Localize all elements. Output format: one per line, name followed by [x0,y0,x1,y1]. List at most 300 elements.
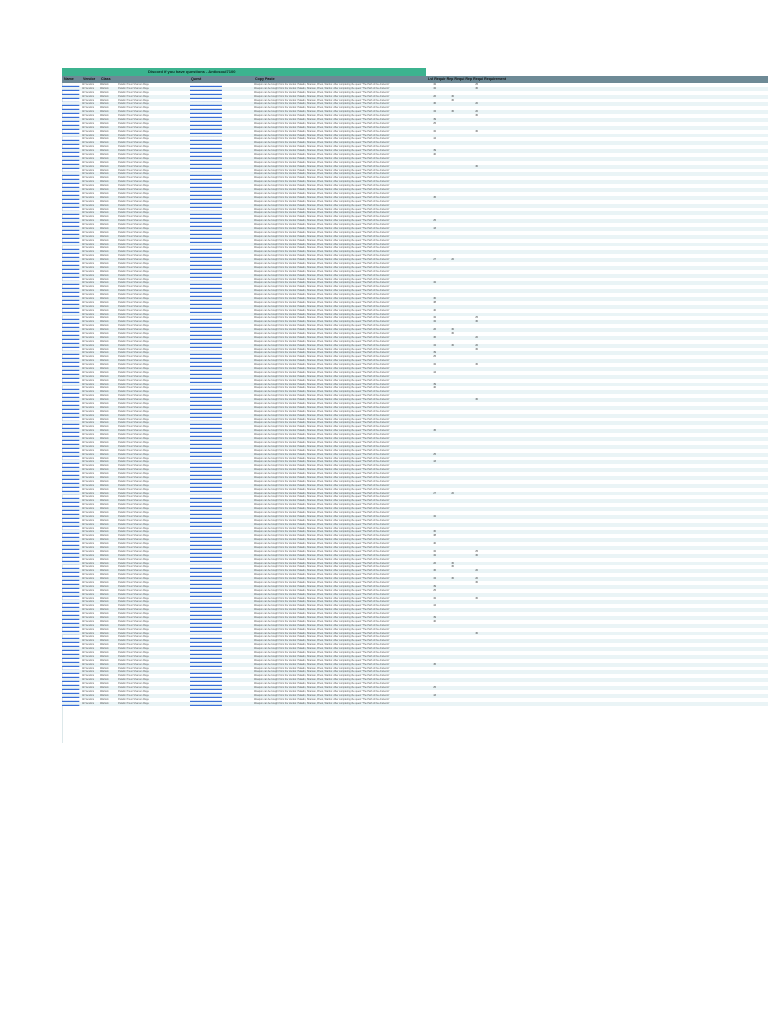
item-name-link[interactable]: _____________ [62,234,80,238]
quest-link[interactable]: ________________________ [190,121,222,125]
quest-link[interactable]: ________________________ [190,273,222,277]
item-name-link[interactable]: _____________ [62,549,80,553]
quest-link[interactable]: ________________________ [190,211,222,215]
item-name-link[interactable]: _____________ [62,600,80,604]
quest-link[interactable]: ________________________ [190,370,222,374]
item-name-link[interactable]: _____________ [62,94,80,98]
item-name-link[interactable]: _____________ [62,569,80,573]
quest-link[interactable]: ________________________ [190,693,222,697]
item-name-link[interactable]: _____________ [62,682,80,686]
item-name-link[interactable]: _____________ [62,238,80,242]
quest-link[interactable]: ________________________ [190,686,222,690]
item-name-link[interactable]: _____________ [62,386,80,390]
item-name-link[interactable]: _____________ [62,398,80,402]
item-name-link[interactable]: _____________ [62,378,80,382]
item-name-link[interactable]: _____________ [62,565,80,569]
item-name-link[interactable]: _____________ [62,176,80,180]
quest-link[interactable]: ________________________ [190,510,222,514]
quest-link[interactable]: ________________________ [190,145,222,149]
item-name-link[interactable]: _____________ [62,312,80,316]
item-name-link[interactable]: _____________ [62,635,80,639]
item-name-link[interactable]: _____________ [62,530,80,534]
quest-link[interactable]: ________________________ [190,437,222,441]
item-name-link[interactable]: _____________ [62,421,80,425]
quest-link[interactable]: ________________________ [190,670,222,674]
quest-link[interactable]: ________________________ [190,468,222,472]
quest-link[interactable]: ________________________ [190,538,222,542]
item-name-link[interactable]: _____________ [62,448,80,452]
quest-link[interactable]: ________________________ [190,639,222,643]
item-name-link[interactable]: _____________ [62,670,80,674]
item-name-link[interactable]: _____________ [62,324,80,328]
item-name-link[interactable]: _____________ [62,483,80,487]
item-name-link[interactable]: _____________ [62,674,80,678]
quest-link[interactable]: ________________________ [190,402,222,406]
quest-link[interactable]: ________________________ [190,514,222,518]
quest-link[interactable]: ________________________ [190,452,222,456]
item-name-link[interactable]: _____________ [62,666,80,670]
quest-link[interactable]: ________________________ [190,499,222,503]
quest-link[interactable]: ________________________ [190,293,222,297]
quest-link[interactable]: ________________________ [190,542,222,546]
quest-link[interactable]: ________________________ [190,250,222,254]
quest-link[interactable]: ________________________ [190,133,222,137]
quest-link[interactable]: ________________________ [190,234,222,238]
quest-link[interactable]: ________________________ [190,153,222,157]
quest-link[interactable]: ________________________ [190,188,222,192]
quest-link[interactable]: ________________________ [190,495,222,499]
item-name-link[interactable]: _____________ [62,499,80,503]
quest-link[interactable]: ________________________ [190,425,222,429]
quest-link[interactable]: ________________________ [190,616,222,620]
quest-link[interactable]: ________________________ [190,545,222,549]
item-name-link[interactable]: _____________ [62,370,80,374]
quest-link[interactable]: ________________________ [190,246,222,250]
quest-link[interactable]: ________________________ [190,565,222,569]
quest-link[interactable]: ________________________ [190,191,222,195]
item-name-link[interactable]: _____________ [62,405,80,409]
quest-link[interactable]: ________________________ [190,367,222,371]
item-name-link[interactable]: _____________ [62,588,80,592]
quest-link[interactable]: ________________________ [190,332,222,335]
quest-link[interactable]: ________________________ [190,522,222,526]
quest-link[interactable]: ________________________ [190,261,222,265]
quest-link[interactable]: ________________________ [190,581,222,584]
item-name-link[interactable]: _____________ [62,510,80,514]
item-name-link[interactable]: _____________ [62,90,80,94]
item-name-link[interactable]: _____________ [62,413,80,417]
item-name-link[interactable]: _____________ [62,573,80,577]
item-name-link[interactable]: _____________ [62,211,80,215]
item-name-link[interactable]: _____________ [62,491,80,495]
quest-link[interactable]: ________________________ [190,440,222,444]
quest-link[interactable]: ________________________ [190,526,222,530]
quest-link[interactable]: ________________________ [190,226,222,230]
quest-link[interactable]: ________________________ [190,106,222,110]
quest-link[interactable]: ________________________ [190,398,222,402]
item-name-link[interactable]: _____________ [62,129,80,133]
quest-link[interactable]: ________________________ [190,503,222,507]
quest-link[interactable]: ________________________ [190,421,222,425]
item-name-link[interactable]: _____________ [62,518,80,522]
item-name-link[interactable]: _____________ [62,658,80,662]
item-name-link[interactable]: _____________ [62,686,80,690]
quest-link[interactable]: ________________________ [190,417,222,421]
item-name-link[interactable]: _____________ [62,534,80,538]
quest-link[interactable]: ________________________ [190,413,222,417]
quest-link[interactable]: ________________________ [190,592,222,596]
item-name-link[interactable]: _____________ [62,631,80,635]
quest-link[interactable]: ________________________ [190,460,222,464]
quest-link[interactable]: ________________________ [190,265,222,269]
item-name-link[interactable]: _____________ [62,149,80,153]
quest-link[interactable]: ________________________ [190,118,222,122]
item-name-link[interactable]: _____________ [62,261,80,265]
quest-link[interactable]: ________________________ [190,604,222,608]
quest-link[interactable]: ________________________ [190,701,222,705]
item-name-link[interactable]: _____________ [62,335,80,339]
quest-link[interactable]: ________________________ [190,530,222,534]
item-name-link[interactable]: _____________ [62,164,80,168]
item-name-link[interactable]: _____________ [62,215,80,219]
quest-link[interactable]: ________________________ [190,114,222,118]
item-name-link[interactable]: _____________ [62,308,80,312]
item-name-link[interactable]: _____________ [62,440,80,444]
quest-link[interactable]: ________________________ [190,374,222,378]
quest-link[interactable]: ________________________ [190,90,222,94]
quest-link[interactable]: ________________________ [190,359,222,363]
item-name-link[interactable]: _____________ [62,654,80,658]
item-name-link[interactable]: _____________ [62,647,80,651]
quest-link[interactable]: ________________________ [190,304,222,308]
quest-link[interactable]: ________________________ [190,635,222,639]
item-name-link[interactable]: _____________ [62,367,80,371]
quest-link[interactable]: ________________________ [190,654,222,658]
quest-link[interactable]: ________________________ [190,335,222,339]
quest-link[interactable]: ________________________ [190,534,222,538]
item-name-link[interactable]: _____________ [62,507,80,511]
quest-link[interactable]: ________________________ [190,355,222,359]
quest-link[interactable]: ________________________ [190,674,222,678]
item-name-link[interactable]: _____________ [62,300,80,304]
item-name-link[interactable]: _____________ [62,608,80,612]
item-name-link[interactable]: _____________ [62,223,80,227]
quest-link[interactable]: ________________________ [190,102,222,106]
item-name-link[interactable]: _____________ [62,141,80,145]
item-name-link[interactable]: _____________ [62,464,80,468]
item-name-link[interactable]: _____________ [62,581,80,584]
item-name-link[interactable]: _____________ [62,355,80,359]
quest-link[interactable]: ________________________ [190,94,222,98]
quest-link[interactable]: ________________________ [190,184,222,188]
quest-link[interactable]: ________________________ [190,156,222,160]
quest-link[interactable]: ________________________ [190,608,222,612]
item-name-link[interactable]: _____________ [62,188,80,192]
item-name-link[interactable]: _____________ [62,487,80,491]
item-name-link[interactable]: _____________ [62,226,80,230]
item-name-link[interactable]: _____________ [62,250,80,254]
item-name-link[interactable]: _____________ [62,394,80,398]
quest-link[interactable]: ________________________ [190,472,222,476]
item-name-link[interactable]: _____________ [62,265,80,269]
item-name-link[interactable]: _____________ [62,444,80,448]
quest-link[interactable]: ________________________ [190,343,222,347]
item-name-link[interactable]: _____________ [62,495,80,499]
quest-link[interactable]: ________________________ [190,662,222,666]
quest-link[interactable]: ________________________ [190,125,222,129]
quest-link[interactable]: ________________________ [190,429,222,433]
quest-link[interactable]: ________________________ [190,507,222,511]
quest-link[interactable]: ________________________ [190,281,222,285]
quest-link[interactable]: ________________________ [190,296,222,300]
quest-link[interactable]: ________________________ [190,619,222,623]
item-name-link[interactable]: _____________ [62,153,80,157]
quest-link[interactable]: ________________________ [190,199,222,203]
quest-link[interactable]: ________________________ [190,651,222,655]
quest-link[interactable]: ________________________ [190,223,222,227]
item-name-link[interactable]: _____________ [62,359,80,363]
quest-link[interactable]: ________________________ [190,487,222,491]
item-name-link[interactable]: _____________ [62,363,80,367]
item-name-link[interactable]: _____________ [62,125,80,129]
quest-link[interactable]: ________________________ [190,149,222,153]
quest-link[interactable]: ________________________ [190,612,222,616]
quest-link[interactable]: ________________________ [190,172,222,176]
item-name-link[interactable]: _____________ [62,110,80,114]
item-name-link[interactable]: _____________ [62,277,80,281]
item-name-link[interactable]: _____________ [62,503,80,507]
quest-link[interactable]: ________________________ [190,600,222,604]
quest-link[interactable]: ________________________ [190,573,222,577]
quest-link[interactable]: ________________________ [190,456,222,460]
item-name-link[interactable]: _____________ [62,553,80,557]
item-name-link[interactable]: _____________ [62,207,80,211]
item-name-link[interactable]: _____________ [62,514,80,518]
item-name-link[interactable]: _____________ [62,133,80,137]
item-name-link[interactable]: _____________ [62,121,80,125]
item-name-link[interactable]: _____________ [62,402,80,406]
item-name-link[interactable]: _____________ [62,409,80,413]
item-name-link[interactable]: _____________ [62,195,80,199]
item-name-link[interactable]: _____________ [62,106,80,110]
quest-link[interactable]: ________________________ [190,390,222,394]
quest-link[interactable]: ________________________ [190,160,222,164]
quest-link[interactable]: ________________________ [190,98,222,102]
quest-link[interactable]: ________________________ [190,269,222,273]
quest-link[interactable]: ________________________ [190,464,222,468]
item-name-link[interactable]: _____________ [62,616,80,620]
item-name-link[interactable]: _____________ [62,429,80,433]
quest-link[interactable]: ________________________ [190,643,222,647]
item-name-link[interactable]: _____________ [62,145,80,149]
quest-link[interactable]: ________________________ [190,242,222,246]
quest-link[interactable]: ________________________ [190,405,222,409]
item-name-link[interactable]: _____________ [62,522,80,526]
quest-link[interactable]: ________________________ [190,339,222,343]
item-name-link[interactable]: _____________ [62,199,80,203]
item-name-link[interactable]: _____________ [62,320,80,324]
item-name-link[interactable]: _____________ [62,452,80,456]
quest-link[interactable]: ________________________ [190,386,222,390]
item-name-link[interactable]: _____________ [62,102,80,106]
item-name-link[interactable]: _____________ [62,168,80,172]
quest-link[interactable]: ________________________ [190,180,222,184]
quest-link[interactable]: ________________________ [190,697,222,701]
item-name-link[interactable]: _____________ [62,296,80,300]
quest-link[interactable]: ________________________ [190,588,222,592]
item-name-link[interactable]: _____________ [62,693,80,697]
quest-link[interactable]: ________________________ [190,518,222,522]
item-name-link[interactable]: _____________ [62,526,80,530]
item-name-link[interactable]: _____________ [62,475,80,479]
quest-link[interactable]: ________________________ [190,328,222,332]
item-name-link[interactable]: _____________ [62,538,80,542]
quest-link[interactable]: ________________________ [190,324,222,328]
item-name-link[interactable]: _____________ [62,242,80,246]
quest-link[interactable]: ________________________ [190,557,222,561]
quest-link[interactable]: ________________________ [190,215,222,219]
quest-link[interactable]: ________________________ [190,577,222,581]
quest-link[interactable]: ________________________ [190,83,222,86]
item-name-link[interactable]: _____________ [62,433,80,437]
item-name-link[interactable]: _____________ [62,269,80,273]
quest-link[interactable]: ________________________ [190,382,222,386]
quest-link[interactable]: ________________________ [190,444,222,448]
item-name-link[interactable]: _____________ [62,184,80,188]
item-name-link[interactable]: _____________ [62,114,80,118]
item-name-link[interactable]: _____________ [62,542,80,546]
quest-link[interactable]: ________________________ [190,678,222,682]
quest-link[interactable]: ________________________ [190,561,222,565]
quest-link[interactable]: ________________________ [190,137,222,141]
quest-link[interactable]: ________________________ [190,308,222,312]
quest-link[interactable]: ________________________ [190,129,222,133]
quest-link[interactable]: ________________________ [190,312,222,316]
item-name-link[interactable]: _____________ [62,604,80,608]
quest-link[interactable]: ________________________ [190,631,222,635]
item-name-link[interactable]: _____________ [62,328,80,332]
item-name-link[interactable]: _____________ [62,230,80,234]
item-name-link[interactable]: _____________ [62,425,80,429]
quest-link[interactable]: ________________________ [190,277,222,281]
item-name-link[interactable]: _____________ [62,219,80,223]
item-name-link[interactable]: _____________ [62,390,80,394]
item-name-link[interactable]: _____________ [62,351,80,355]
item-name-link[interactable]: _____________ [62,651,80,655]
quest-link[interactable]: ________________________ [190,409,222,413]
item-name-link[interactable]: _____________ [62,316,80,320]
item-name-link[interactable]: _____________ [62,180,80,184]
quest-link[interactable]: ________________________ [190,596,222,600]
quest-link[interactable]: ________________________ [190,549,222,553]
quest-link[interactable]: ________________________ [190,363,222,367]
item-name-link[interactable]: _____________ [62,343,80,347]
item-name-link[interactable]: _____________ [62,584,80,588]
quest-link[interactable]: ________________________ [190,569,222,573]
quest-link[interactable]: ________________________ [190,285,222,289]
quest-link[interactable]: ________________________ [190,658,222,662]
item-name-link[interactable]: _____________ [62,191,80,195]
quest-link[interactable]: ________________________ [190,195,222,199]
quest-link[interactable]: ________________________ [190,483,222,487]
item-name-link[interactable]: _____________ [62,118,80,122]
item-name-link[interactable]: _____________ [62,561,80,565]
item-name-link[interactable]: _____________ [62,417,80,421]
item-name-link[interactable]: _____________ [62,332,80,335]
item-name-link[interactable]: _____________ [62,246,80,250]
item-name-link[interactable]: _____________ [62,479,80,483]
item-name-link[interactable]: _____________ [62,203,80,207]
quest-link[interactable]: ________________________ [190,258,222,262]
item-name-link[interactable]: _____________ [62,689,80,693]
quest-link[interactable]: ________________________ [190,682,222,686]
item-name-link[interactable]: _____________ [62,678,80,682]
item-name-link[interactable]: _____________ [62,557,80,561]
quest-link[interactable]: ________________________ [190,230,222,234]
item-name-link[interactable]: _____________ [62,254,80,258]
quest-link[interactable]: ________________________ [190,238,222,242]
item-name-link[interactable]: _____________ [62,339,80,343]
item-name-link[interactable]: _____________ [62,596,80,600]
item-name-link[interactable]: _____________ [62,137,80,141]
quest-link[interactable]: ________________________ [190,164,222,168]
quest-link[interactable]: ________________________ [190,320,222,324]
quest-link[interactable]: ________________________ [190,479,222,483]
quest-link[interactable]: ________________________ [190,553,222,557]
quest-link[interactable]: ________________________ [190,86,222,90]
item-name-link[interactable]: _____________ [62,545,80,549]
quest-link[interactable]: ________________________ [190,168,222,172]
quest-link[interactable]: ________________________ [190,141,222,145]
quest-link[interactable]: ________________________ [190,176,222,180]
quest-link[interactable]: ________________________ [190,394,222,398]
item-name-link[interactable]: _____________ [62,623,80,627]
item-name-link[interactable]: _____________ [62,83,80,86]
item-name-link[interactable]: _____________ [62,258,80,262]
item-name-link[interactable]: _____________ [62,456,80,460]
quest-link[interactable]: ________________________ [190,300,222,304]
item-name-link[interactable]: _____________ [62,472,80,476]
quest-link[interactable]: ________________________ [190,207,222,211]
item-name-link[interactable]: _____________ [62,701,80,705]
quest-link[interactable]: ________________________ [190,219,222,223]
quest-link[interactable]: ________________________ [190,110,222,114]
item-name-link[interactable]: _____________ [62,460,80,464]
item-name-link[interactable]: _____________ [62,639,80,643]
quest-link[interactable]: ________________________ [190,289,222,293]
item-name-link[interactable]: _____________ [62,374,80,378]
item-name-link[interactable]: _____________ [62,627,80,631]
item-name-link[interactable]: _____________ [62,643,80,647]
item-name-link[interactable]: _____________ [62,304,80,308]
quest-link[interactable]: ________________________ [190,203,222,207]
quest-link[interactable]: ________________________ [190,448,222,452]
quest-link[interactable]: ________________________ [190,254,222,258]
quest-link[interactable]: ________________________ [190,351,222,355]
quest-link[interactable]: ________________________ [190,316,222,320]
item-name-link[interactable]: _____________ [62,86,80,90]
quest-link[interactable]: ________________________ [190,689,222,693]
item-name-link[interactable]: _____________ [62,619,80,623]
quest-link[interactable]: ________________________ [190,475,222,479]
quest-link[interactable]: ________________________ [190,491,222,495]
item-name-link[interactable]: _____________ [62,577,80,581]
quest-link[interactable]: ________________________ [190,378,222,382]
item-name-link[interactable]: _____________ [62,662,80,666]
quest-link[interactable]: ________________________ [190,347,222,351]
item-name-link[interactable]: _____________ [62,156,80,160]
item-name-link[interactable]: _____________ [62,160,80,164]
